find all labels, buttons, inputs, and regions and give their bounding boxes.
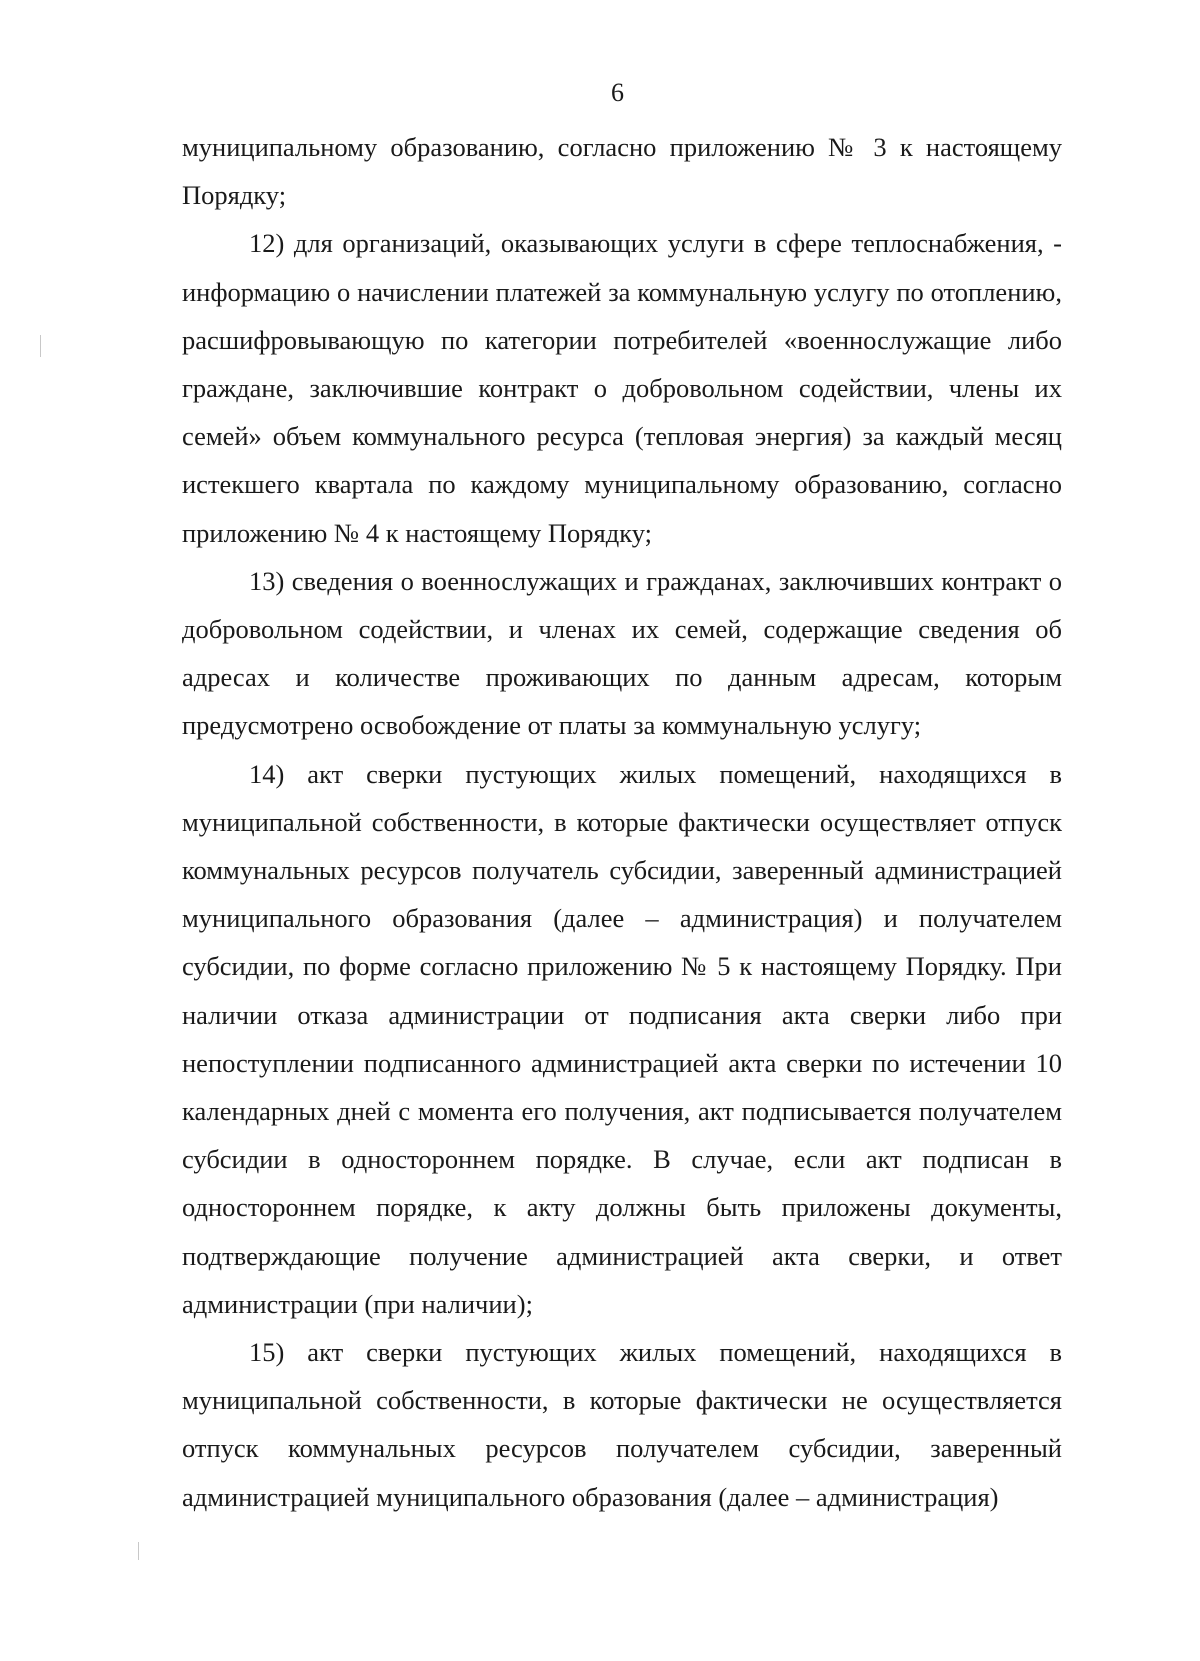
page-number: 6 [611,78,624,107]
paragraph-continuation: муниципальному образованию, согласно приложению № 3 к настоящему Порядку; [182,132,1062,211]
paragraph-item-15: 15) акт сверки пустующих жилых помещений, находящихся в муниципальной собственности, в которые фактически не осуществляется отпуск коммунальных ресурсов получателем субсидии, заверенный администрацией муниципального образования (далее – администрация) [182,1337,1062,1512]
document-body [182,123,1062,1521]
paragraph-item-14: 14) акт сверки пустующих жилых помещений, находящихся в муниципальной собственности, в которые фактически осуществляет отпуск коммунальных ресурсов получатель субсидии, заверенный администрацией муниципального образования (далее – администрация) и получателем субсидии, по форме согласно приложению № 5 к настоящему Порядку. При наличии отказа администрации от подписания акта сверки либо при непоступлении подписанного администрацией акта сверки по истечении 10 календарных дней с момента его получения, акт подписывается получателем субсидии в одностороннем порядке. В случае, если акт подписан в одностороннем порядке, к акту должны быть приложены документы, подтверждающие получение администрацией акта сверки, и ответ администрации (при наличии); [182,758,1062,1319]
paragraph-item-12: 12) для организаций, оказывающих услуги в сфере теплоснабжения, - информацию о начислении платежей за коммунальную услугу по отоплению, расшифровывающую по категории потребителей «военнослужащие либо граждане, заключившие контракт о добровольном содействии, члены их семей» объем коммунального ресурса (тепловая энергия) за каждый месяц истекшего квартала по каждому муниципальному образованию, согласно приложению № 4 к настоящему Порядку; [182,228,1062,548]
paragraph-item-13: 13) сведения о военнослужащих и гражданах, заключивших контракт о добровольном содействии, и членах их семей, содержащие сведения об адресах и количестве проживающих по данным адресам, которым предусмотрено освобождение от платы за коммунальную услугу; [182,565,1062,741]
scan-artifact [40,335,41,357]
scan-artifact [138,1542,139,1560]
